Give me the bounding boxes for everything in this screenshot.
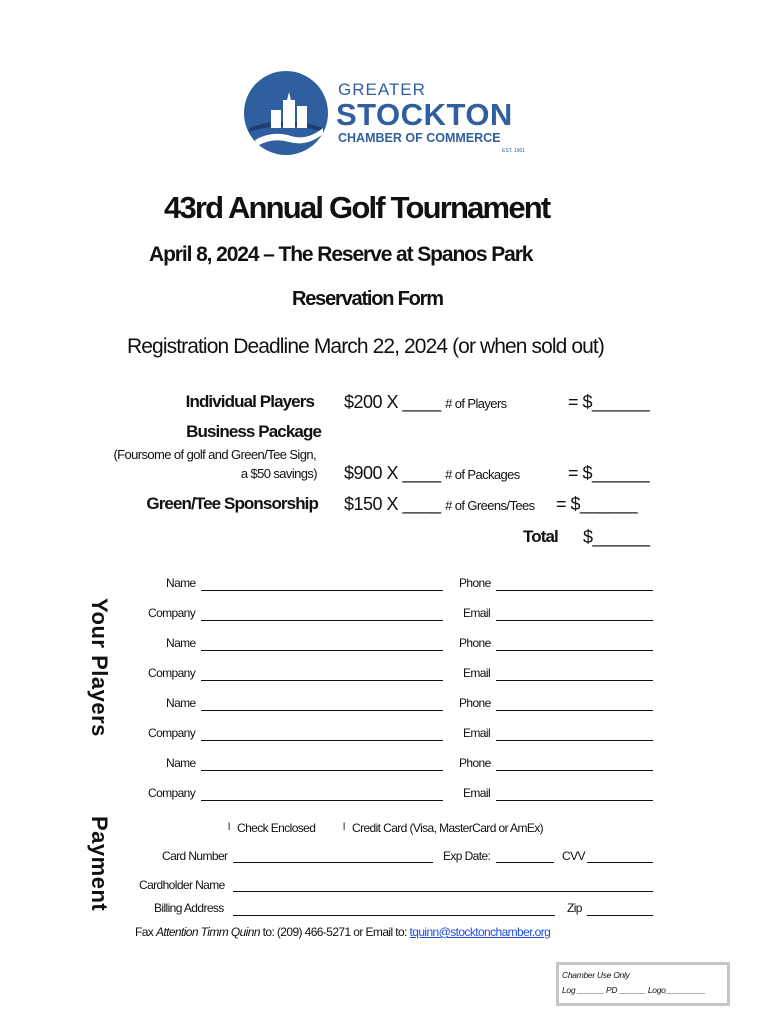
zip-field[interactable] [587, 915, 653, 916]
chamber-use-only-label: Chamber Use Only [562, 970, 630, 980]
check-bullet: l [228, 822, 230, 833]
logo-est: EST. 1901 [502, 148, 526, 154]
form-title: Reservation Form [292, 288, 443, 310]
card-number-label: Card Number [162, 849, 228, 863]
cvv-label: CVV [562, 849, 585, 863]
player-email-label: Email [463, 606, 491, 620]
total-label: Total [523, 527, 558, 546]
logo-line-stockton: STOCKTON [336, 97, 513, 132]
fax-attention: Attention Timm Quinn [155, 925, 260, 939]
logo-emblem-icon [243, 70, 329, 156]
player-company-field[interactable] [201, 800, 443, 801]
player-email-label: Email [463, 666, 491, 680]
individual-price-text: $200 X ____ [344, 392, 441, 412]
player-email-field[interactable] [496, 620, 653, 621]
event-date-venue: April 8, 2024 – The Reserve at Spanos Park [149, 243, 533, 266]
player-name-label: Name [166, 576, 196, 590]
card-bullet: l [343, 822, 345, 833]
player-company-field[interactable] [201, 740, 443, 741]
player-phone-label: Phone [459, 636, 491, 650]
your-players-section-label: Your Players [87, 598, 112, 737]
billing-address-label: Billing Address [154, 901, 224, 915]
business-package-label: Business Package [186, 422, 321, 441]
player-email-field[interactable] [496, 800, 653, 801]
check-enclosed-option[interactable]: Check Enclosed [237, 821, 316, 835]
registration-deadline: Registration Deadline March 22, 2024 (or when sold out) [127, 335, 604, 358]
exp-date-field[interactable] [496, 862, 554, 863]
individual-unit: # of Players [445, 396, 507, 411]
player-name-label: Name [166, 756, 196, 770]
fax-instructions [135, 925, 550, 939]
player-company-field[interactable] [201, 680, 443, 681]
business-price [344, 463, 520, 484]
player-name-label: Name [166, 636, 196, 650]
player-company-field[interactable] [201, 620, 443, 621]
player-name-field[interactable] [201, 770, 443, 771]
player-name-field[interactable] [201, 650, 443, 651]
individual-price [344, 392, 507, 413]
player-phone-label: Phone [459, 696, 491, 710]
chamber-use-only-box [556, 962, 730, 1006]
business-unit: # of Packages [445, 467, 520, 482]
player-name-field[interactable] [201, 710, 443, 711]
player-company-label: Company [148, 726, 196, 740]
individual-total: = $______ [568, 392, 650, 412]
sponsorship-price [344, 494, 535, 515]
logo-line-greater: GREATER [338, 80, 426, 99]
player-company-label: Company [148, 786, 196, 800]
cardholder-name-field[interactable] [233, 891, 653, 892]
player-name-label: Name [166, 696, 196, 710]
business-total: = $______ [568, 463, 650, 483]
sponsorship-label: Green/Tee Sponsorship [146, 494, 318, 513]
player-email-label: Email [463, 786, 491, 800]
player-company-label: Company [148, 606, 196, 620]
card-number-field[interactable] [233, 862, 433, 863]
player-email-field[interactable] [496, 680, 653, 681]
player-name-field[interactable] [201, 590, 443, 591]
player-phone-field[interactable] [496, 650, 653, 651]
player-phone-field[interactable] [496, 710, 653, 711]
sponsorship-price-text: $150 X ____ [344, 494, 441, 514]
player-phone-field[interactable] [496, 590, 653, 591]
email-link[interactable]: tquinn@stocktonchamber.org [409, 925, 551, 939]
sponsorship-unit: # of Greens/Tees [445, 498, 535, 513]
sponsorship-total: = $______ [556, 494, 638, 514]
exp-date-label: Exp Date: [443, 849, 491, 863]
billing-address-field[interactable] [233, 915, 555, 916]
chamber-logo [243, 70, 533, 160]
cvv-field[interactable] [587, 862, 653, 863]
player-email-field[interactable] [496, 740, 653, 741]
individual-players-label: Individual Players [185, 392, 314, 411]
business-package-note2: a $50 savings) [240, 466, 317, 481]
player-phone-label: Phone [459, 576, 491, 590]
credit-card-option[interactable]: Credit Card (Visa, MasterCard or AmEx) [352, 821, 544, 835]
chamber-use-log-line: Log ______ PD ______ Logo_________ [562, 985, 706, 995]
player-company-label: Company [148, 666, 196, 680]
player-email-label: Email [463, 726, 491, 740]
payment-section-label: Payment [87, 816, 112, 912]
business-package-note1: (Foursome of golf and Green/Tee Sign, [113, 447, 316, 462]
player-phone-field[interactable] [496, 770, 653, 771]
fax-mid: to: (209) 466-5271 or Email to: [259, 925, 410, 939]
total-value: $______ [583, 527, 650, 547]
logo-line-chamber: CHAMBER OF COMMERCE [338, 131, 501, 145]
page-title: 43rd Annual Golf Tournament [164, 190, 550, 225]
business-price-text: $900 X ____ [344, 463, 441, 483]
zip-label: Zip [567, 901, 582, 915]
fax-pre: Fax [135, 925, 156, 939]
cardholder-name-label: Cardholder Name [139, 878, 225, 892]
player-phone-label: Phone [459, 756, 491, 770]
